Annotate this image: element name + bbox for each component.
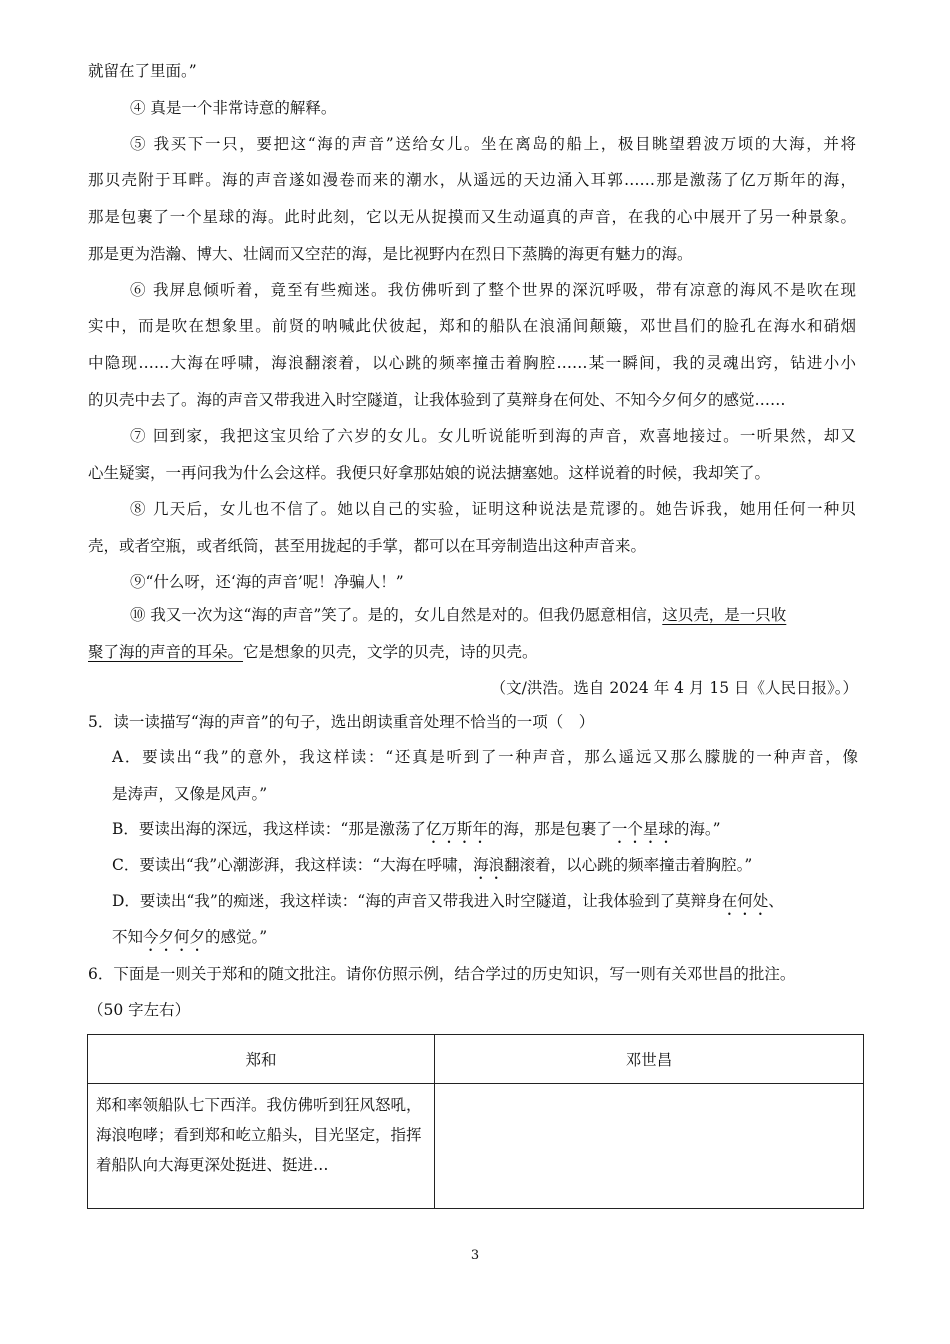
paragraph-9: ⑨“什么呀，还‘海的声音’呢！净骗人！” [130, 573, 404, 591]
table-header-dengshichang: 邓世昌 [435, 1035, 864, 1084]
question-5-option-a-line-1: A．要读出“我”的意外，我这样读：“还真是听到了一种声音，那么遥远又那么朦胧的一种声音，像 [112, 748, 858, 766]
option-d-text: D．要读出“我”的痴迷，我这样读：“海的声音又带我进入时空隧道，让我体验到了莫辩身 [112, 892, 722, 910]
paragraph-5-line-3: 那是包裹了一个星球的海。此时此刻，它以无从捉摸而又生动逼真的声音，在我的心中展开了另一种景象。 [88, 208, 856, 226]
question-5-option-d-line-2 [112, 926, 267, 955]
paragraph-7-line-1: ⑦ 回到家，我把这宝贝给了六岁的女儿。女儿听说能听到海的声音，欢喜地接过。一听果然，却又 [130, 427, 856, 445]
question-5-option-d-line-1 [112, 890, 784, 919]
paragraph-6-line-3: 中隐现……大海在呼啸，海浪翻滚着，以心跳的频率撞击着胸腔……某一瞬间，我的灵魂出窍，钻进小小 [88, 354, 856, 372]
option-b-emphasis-2: 一个星球 [611, 820, 674, 838]
option-d-text-end: 的感觉。” [205, 928, 268, 946]
option-b-text-mid: 的海，那是包裹了 [487, 820, 612, 838]
paragraph-10-text-end: 它是想象的贝壳，文学的贝壳，诗的贝壳。 [243, 643, 538, 661]
page-number: 3 [470, 1248, 480, 1263]
option-c-text: C．要读出“我”心潮澎湃，我这样读：“大海在呼啸， [112, 856, 474, 874]
paragraph-6-line-2: 实中，而是吹在想象里。前贤的呐喊此伏彼起，郑和的船队在浪涌间颠簸，邓世昌们的脸孔在海水和硝烟 [88, 317, 856, 335]
paragraph-10-text: ⑩ 我又一次为这“海的声音”笑了。是的，女儿自然是对的。但我仍愿意相信， [130, 606, 663, 624]
zhenghe-annotation-cell: 郑和率领船队七下西洋。我仿佛听到狂风怒吼，海浪咆哮；看到郑和屹立船头，目光坚定，指挥着船队向大海更深处挺进、挺进… [88, 1084, 435, 1209]
underlined-sentence-part-2: 聚了海的声音的耳朵。 [88, 643, 244, 661]
source-citation: （文/洪浩。选自 2024 年 4 月 15 日《人民日报》。） [490, 679, 858, 697]
question-6-word-limit: （50 字左右） [88, 1001, 191, 1019]
paragraph-5-line-2: 那贝壳附于耳畔。海的声音遂如漫卷而来的潮水，从遥远的天边涌入耳郭……那是激荡了亿万斯年的海， [88, 171, 856, 189]
option-d-text-2: 不知 [112, 928, 144, 946]
option-d-emphasis-2: 今夕何夕 [143, 928, 206, 946]
question-5-option-b [112, 818, 721, 847]
paragraph-7-line-2: 心生疑窦，一再问我为什么会这样。我便只好拿那姑娘的说法搪塞她。这样说着的时候，我却笑了。 [88, 464, 771, 482]
paragraph-6-line-4: 的贝壳中去了。海的声音又带我进入时空隧道，让我体验到了莫辩身在何处、不知今夕何夕的感觉…… [88, 391, 786, 409]
option-d-text-sep: 、 [768, 892, 784, 910]
option-c-emphasis: 海浪 [473, 856, 505, 874]
option-c-text-end: 翻滚着，以心跳的频率撞击着胸腔。” [504, 856, 753, 874]
paragraph-6-line-1: ⑥ 我屏息倾听着，竟至有些痴迷。我仿佛听到了整个世界的深沉呼吸，带有凉意的海风不是吹在现 [130, 281, 856, 299]
table-header-zhenghe: 郑和 [88, 1035, 435, 1084]
question-5-stem: 5．读一读描写“海的声音”的句子，选出朗读重音处理不恰当的一项（ ） [88, 713, 595, 731]
paragraph-10-line-1 [130, 604, 786, 626]
question-5-option-a-line-2: 是涛声，又像是风声。” [112, 785, 268, 803]
paragraph-5-line-4: 那是更为浩瀚、博大、壮阔而又空茫的海，是比视野内在烈日下蒸腾的海更有魅力的海。 [88, 245, 693, 263]
underlined-sentence-part-1: 这贝壳，是一只收 [662, 606, 787, 624]
paragraph-8-line-2: 壳，或者空瓶，或者纸筒，甚至用拢起的手掌，都可以在耳旁制造出这种声音来。 [88, 537, 647, 555]
option-b-text: B．要读出海的深远，我这样读：“那是激荡了 [112, 820, 426, 838]
paragraph-4: ④ 真是一个非常诗意的解释。 [130, 99, 337, 117]
paragraph-10-line-2 [88, 641, 538, 663]
paragraph-8-line-1: ⑧ 几天后，女儿也不信了。她以自己的实验，证明这种说法是荒谬的。她告诉我，她用任何一种贝 [130, 500, 856, 518]
passage-line: 就留在了里面。” [88, 62, 197, 80]
option-b-text-end: 的海。” [673, 820, 721, 838]
dengshichang-answer-cell[interactable] [435, 1084, 864, 1209]
option-b-emphasis-1: 亿万斯年 [425, 820, 488, 838]
question-6-stem: 6．下面是一则关于郑和的随文批注。请你仿照示例，结合学过的历史知识，写一则有关邓世昌的批注。 [88, 965, 796, 983]
annotation-table [87, 1034, 864, 1209]
paragraph-5-line-1: ⑤ 我买下一只，要把这“海的声音”送给女儿。坐在离岛的船上，极目眺望碧波万顷的大海，并将 [130, 135, 856, 153]
option-d-emphasis-1: 在何处 [721, 892, 769, 910]
question-5-option-c [112, 854, 752, 883]
